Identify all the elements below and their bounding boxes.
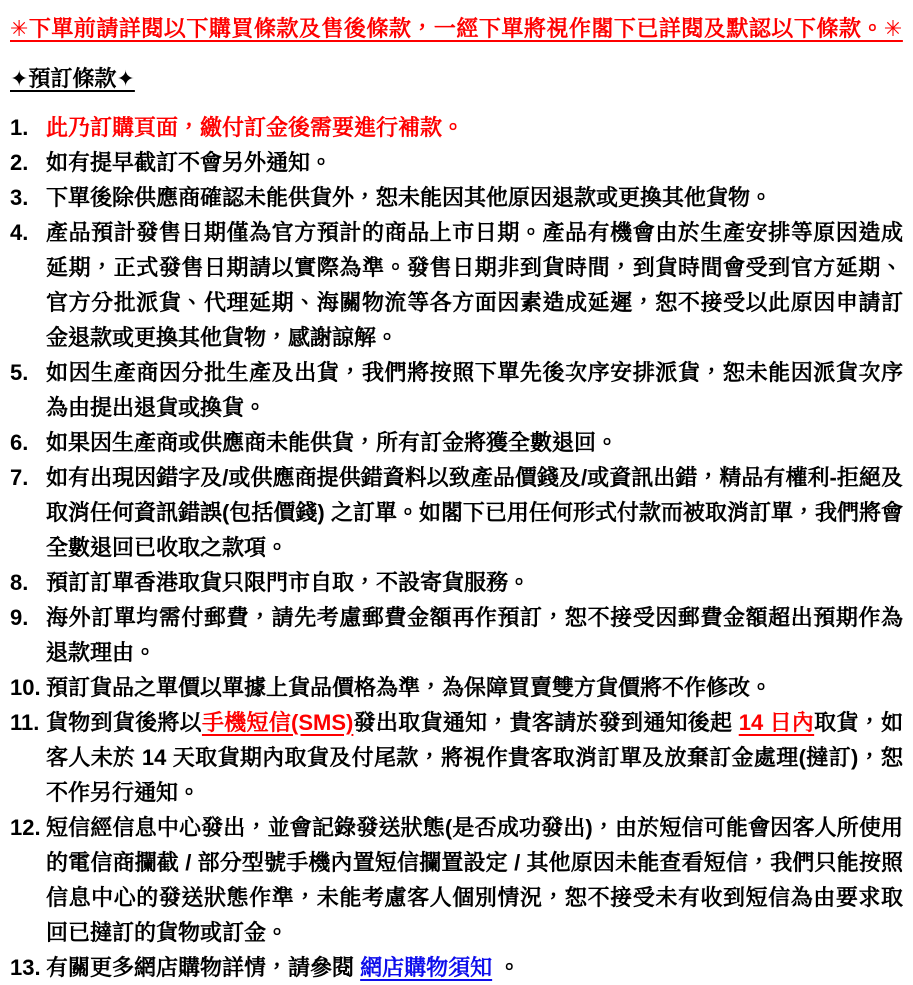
text-run: 取貨，如客人未於 14 天取貨期內取貨及付尾款，將視作貴客取消訂單及放棄訂金處理(撻訂)，恕不作另行通知。	[46, 710, 903, 805]
term-item	[10, 110, 903, 145]
term-number: 6.	[10, 430, 29, 455]
term-item	[10, 810, 903, 950]
preorder-terms-section-title: ✦預訂條款✦	[10, 66, 135, 91]
text-run: 產品預計發售日期僅為官方預計的商品上市日期。產品有機會由於生產安排等原因造成延期，正式發售日期請以實際為準。發售日期非到貨時間，到貨時間會受到官方延期、官方分批派貨、代理延期、海關物流等各方面因素造成延遲，恕不接受以此原因申請訂金退款或更換其他貨物，感謝諒解。	[46, 220, 903, 350]
text-run: 如有出現因錯字及/或供應商提供錯資料以致產品價錢及/或資訊出錯，精品有權利-拒絕及取消任何資訊錯誤(包括價錢) 之訂單。如閣下已用任何形式付款而被取消訂單，我們將會全數退回已收取之款項。	[46, 465, 903, 560]
term-number: 8.	[10, 570, 29, 595]
term-item	[10, 565, 903, 600]
text-run: 。	[492, 955, 521, 980]
term-text	[46, 215, 903, 355]
text-run: 此乃訂購頁面，繳付訂金後需要進行補款。	[46, 115, 465, 140]
term-text	[46, 670, 903, 705]
term-text	[46, 565, 903, 600]
terms-list	[10, 110, 903, 985]
text-run: 如因生產商因分批生產及出貨，我們將按照下單先後次序安排派貨，恕未能因派貨次序為由提出退貨或換貨。	[46, 360, 903, 420]
term-number: 10.	[10, 675, 41, 700]
term-item	[10, 215, 903, 355]
term-number: 12.	[10, 815, 41, 840]
term-item	[10, 670, 903, 705]
term-text	[46, 600, 903, 670]
term-text	[46, 110, 903, 145]
term-item	[10, 705, 903, 810]
text-run: 預訂訂單香港取貨只限門市自取，不設寄貨服務。	[46, 570, 531, 595]
store-shopping-guide-link[interactable]: 網店購物須知	[360, 955, 493, 980]
term-number: 1.	[10, 115, 29, 140]
term-item	[10, 180, 903, 215]
text-run: 預訂貨品之單價以單據上貨品價格為準，為保障買賣雙方貨價將不作修改。	[46, 675, 773, 700]
term-text	[46, 460, 903, 565]
term-text	[46, 145, 903, 180]
term-number: 7.	[10, 465, 29, 490]
term-item	[10, 600, 903, 670]
term-item	[10, 460, 903, 565]
term-text	[46, 425, 903, 460]
term-item	[10, 950, 903, 985]
term-item	[10, 355, 903, 425]
text-run: 如果因生產商或供應商未能供貨，所有訂金將獲全數退回。	[46, 430, 619, 455]
term-number: 3.	[10, 185, 29, 210]
term-number: 4.	[10, 220, 29, 245]
text-run: 海外訂單均需付郵費，請先考慮郵費金額再作預訂，恕不接受因郵費金額超出預期作為退款理由。	[46, 605, 903, 665]
term-number: 2.	[10, 150, 29, 175]
purchase-terms-warning-header: ✳下單前請詳閱以下購買條款及售後條款，一經下單將視作閣下已詳閱及默認以下條款。✳	[10, 16, 903, 41]
term-text	[46, 810, 903, 950]
text-run: 下單後除供應商確認未能供貨外，恕未能因其他原因退款或更換其他貨物。	[46, 185, 773, 210]
text-run: 14 日內	[738, 710, 815, 735]
term-number: 5.	[10, 360, 29, 385]
text-run: 如有提早截訂不會另外通知。	[46, 150, 333, 175]
text-run: 貨物到貨後將以	[46, 710, 202, 735]
text-run: 發出取貨通知，貴客請於發到通知後起	[353, 710, 739, 735]
text-run: 手機短信(SMS)	[201, 710, 354, 735]
term-text	[46, 180, 903, 215]
term-item	[10, 425, 903, 460]
term-text	[46, 705, 903, 810]
text-run: 有關更多網店購物詳情，請參閱	[46, 955, 361, 980]
term-number: 9.	[10, 605, 29, 630]
term-text	[46, 950, 903, 985]
term-text	[46, 355, 903, 425]
term-number: 13.	[10, 955, 41, 980]
term-number: 11.	[10, 710, 40, 735]
text-run: 短信經信息中心發出，並會記錄發送狀態(是否成功發出)，由於短信可能會因客人所使用的電信商攔截 / 部分型號手機內置短信攔置設定 / 其他原因未能查看短信，我們只能按照信息中心的發送狀態作準，未能考慮客人個別情況，恕不接受未有收到短信為由要求取回已撻訂的貨物或訂金。	[46, 815, 903, 945]
term-item	[10, 145, 903, 180]
